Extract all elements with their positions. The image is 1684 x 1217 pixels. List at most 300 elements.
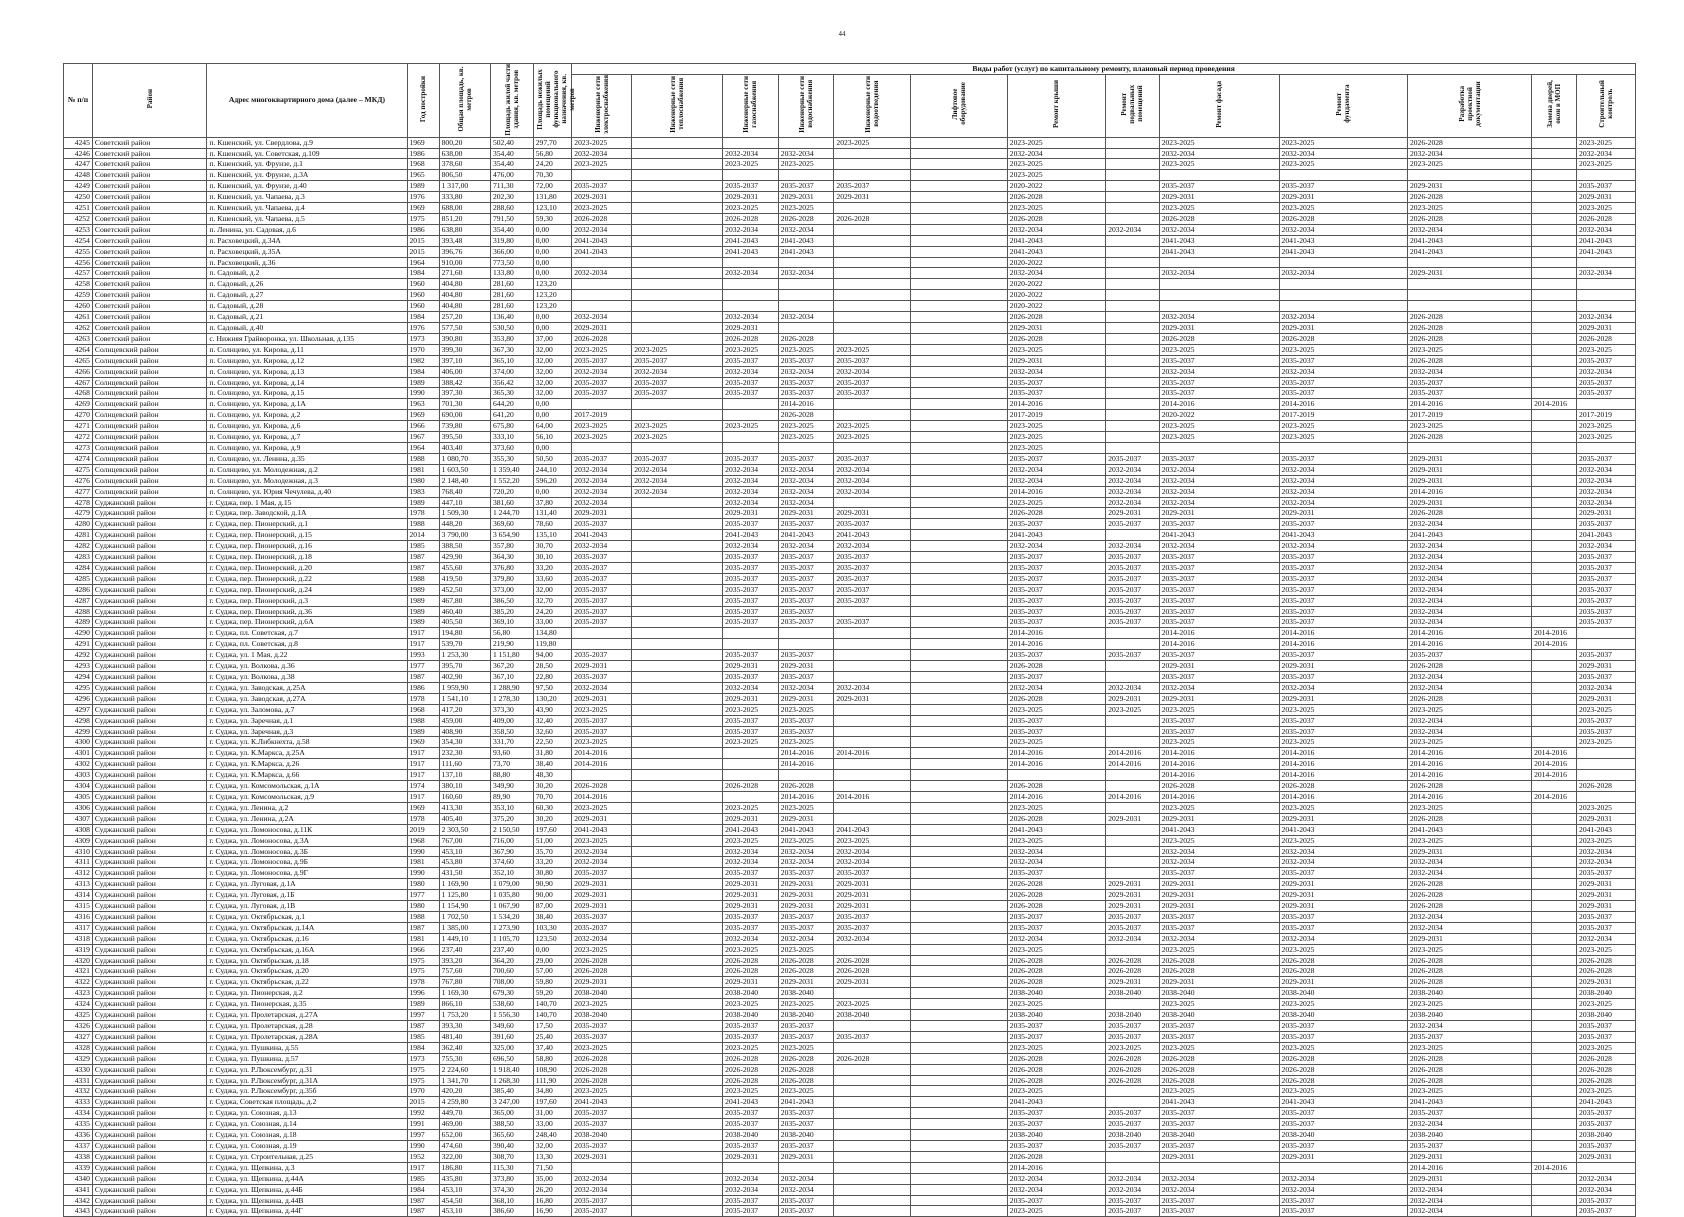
cell-doors-windows	[1532, 541, 1577, 552]
cell-roof: 2023-2025	[1007, 442, 1105, 453]
cell-facade: 2035-2037	[1159, 355, 1279, 366]
cell-nonliving-area: 32,70	[533, 595, 572, 606]
cell-construction-control: 2032-2034	[1577, 366, 1636, 377]
cell-foundation: 2038-2040	[1279, 1130, 1407, 1141]
cell-elevator	[911, 617, 1007, 628]
cell-foundation: 2035-2037	[1279, 715, 1407, 726]
cell-facade: 2035-2037	[1159, 562, 1279, 573]
cell-construction-control: 2026-2028	[1577, 333, 1636, 344]
cell-doors-windows	[1532, 1140, 1577, 1151]
cell-gas: 2029-2031	[723, 890, 779, 901]
cell-gas: 2035-2037	[723, 181, 779, 192]
cell-doors-windows	[1532, 584, 1577, 595]
table-row	[64, 562, 1636, 573]
table-row	[64, 1031, 1636, 1042]
cell-water: 2035-2037	[778, 1108, 834, 1119]
cell-address: г. Суджа, ул. Ломоносова, д.3Б	[207, 846, 407, 857]
cell-heating	[632, 442, 723, 453]
cell-electricity: 2017-2019	[572, 410, 632, 421]
cell-sewerage: 2029-2031	[834, 693, 911, 704]
cell-heating	[632, 290, 723, 301]
cell-heating	[632, 268, 723, 279]
cell-row-number: 4256	[64, 257, 93, 268]
header-col-address: Адрес многоквартирного дома (далее – МКД)	[207, 64, 407, 138]
cell-gas: 2038-2040	[723, 1010, 779, 1021]
cell-heating	[632, 170, 723, 181]
cell-basement	[1106, 442, 1160, 453]
header-col-electricity: Инженерные сети электроснабжения	[572, 74, 632, 137]
cell-total-area: 393,48	[439, 235, 490, 246]
cell-district: Суджанский район	[92, 988, 207, 999]
cell-roof: 2014-2016	[1007, 791, 1105, 802]
cell-nonliving-area: 17,50	[533, 1021, 572, 1032]
cell-project-docs: 2014-2016	[1407, 748, 1531, 759]
cell-gas: 2035-2037	[723, 650, 779, 661]
cell-electricity: 2035-2037	[572, 453, 632, 464]
cell-district: Суджанский район	[92, 857, 207, 868]
cell-roof: 2023-2025	[1007, 944, 1105, 955]
cell-nonliving-area: 43,90	[533, 704, 572, 715]
cell-year-built: 1990	[407, 868, 439, 879]
cell-total-area: 539,70	[439, 639, 490, 650]
cell-living-area: 219,90	[490, 639, 533, 650]
cell-living-area: 367,10	[490, 672, 533, 683]
cell-gas	[723, 748, 779, 759]
header-col-water: Инженерные сети водоснабжения	[778, 74, 834, 137]
cell-construction-control: 2035-2037	[1577, 1031, 1636, 1042]
cell-heating	[632, 323, 723, 334]
cell-facade: 2035-2037	[1159, 552, 1279, 563]
cell-elevator	[911, 628, 1007, 639]
cell-nonliving-area: 197,60	[533, 824, 572, 835]
cell-roof: 2023-2025	[1007, 497, 1105, 508]
cell-nonliving-area: 33,20	[533, 562, 572, 573]
cell-address: г. Суджа, ул. Союзная, д.19	[207, 1140, 407, 1151]
cell-nonliving-area: 90,90	[533, 879, 572, 890]
cell-water: 2026-2028	[778, 1075, 834, 1086]
cell-gas: 2026-2028	[723, 1053, 779, 1064]
cell-facade: 2032-2034	[1159, 541, 1279, 552]
cell-year-built: 1989	[407, 726, 439, 737]
cell-address: г. Суджа, ул. Заречная, д.1	[207, 715, 407, 726]
cell-living-area: 3 247,00	[490, 1097, 533, 1108]
cell-heating	[632, 159, 723, 170]
cell-project-docs: 2014-2016	[1407, 486, 1531, 497]
header-col-elevator: Лифтовое оборудование	[911, 74, 1007, 137]
cell-basement: 2038-2040	[1106, 988, 1160, 999]
cell-roof: 2023-2025	[1007, 421, 1105, 432]
cell-project-docs: 2032-2034	[1407, 573, 1531, 584]
cell-basement: 2035-2037	[1106, 650, 1160, 661]
cell-project-docs: 2026-2028	[1407, 1053, 1531, 1064]
cell-project-docs: 2026-2028	[1407, 1075, 1531, 1086]
cell-electricity: 2029-2031	[572, 813, 632, 824]
table-row	[64, 497, 1636, 508]
cell-living-area: 352,10	[490, 868, 533, 879]
cell-elevator	[911, 388, 1007, 399]
cell-electricity: 2023-2025	[572, 802, 632, 813]
table-row	[64, 552, 1636, 563]
cell-water: 2032-2034	[778, 1184, 834, 1195]
cell-total-area: 404,80	[439, 279, 490, 290]
cell-heating: 2023-2025	[632, 432, 723, 443]
cell-year-built: 1992	[407, 1108, 439, 1119]
cell-foundation: 2035-2037	[1279, 922, 1407, 933]
cell-electricity: 2032-2034	[572, 464, 632, 475]
cell-sewerage: 2032-2034	[834, 682, 911, 693]
cell-heating	[632, 791, 723, 802]
table-row	[64, 715, 1636, 726]
cell-construction-control: 2023-2025	[1577, 1086, 1636, 1097]
cell-gas: 2035-2037	[723, 453, 779, 464]
cell-foundation: 2041-2043	[1279, 1097, 1407, 1108]
cell-district: Солнцевский район	[92, 432, 207, 443]
cell-basement: 2035-2037	[1106, 1206, 1160, 1217]
cell-project-docs: 2029-2031	[1407, 464, 1531, 475]
cell-doors-windows	[1532, 137, 1577, 148]
cell-roof: 2026-2028	[1007, 966, 1105, 977]
cell-district: Суджанский район	[92, 999, 207, 1010]
cell-project-docs: 2026-2028	[1407, 661, 1531, 672]
cell-project-docs: 2032-2034	[1407, 672, 1531, 683]
cell-heating	[632, 552, 723, 563]
cell-heating	[632, 770, 723, 781]
cell-row-number: 4310	[64, 846, 93, 857]
cell-living-area: 720,20	[490, 486, 533, 497]
cell-living-area: 1 534,20	[490, 911, 533, 922]
cell-electricity	[572, 1162, 632, 1173]
cell-construction-control: 2035-2037	[1577, 388, 1636, 399]
table-row	[64, 573, 1636, 584]
cell-address: г. Суджа, ул. Ленина, д.2А	[207, 813, 407, 824]
cell-year-built: 1986	[407, 148, 439, 159]
cell-facade: 2041-2043	[1159, 530, 1279, 541]
cell-electricity: 2032-2034	[572, 1184, 632, 1195]
cell-district: Суджанский район	[92, 1064, 207, 1075]
cell-foundation: 2032-2034	[1279, 268, 1407, 279]
cell-facade: 2014-2016	[1159, 639, 1279, 650]
cell-address: г. Суджа, ул. Октябрьская, д.22	[207, 977, 407, 988]
cell-construction-control: 2032-2034	[1577, 486, 1636, 497]
cell-water: 2023-2025	[778, 1086, 834, 1097]
cell-project-docs: 2032-2034	[1407, 617, 1531, 628]
cell-nonliving-area: 0,00	[533, 312, 572, 323]
cell-project-docs: 2026-2028	[1407, 312, 1531, 323]
cell-facade: 2035-2037	[1159, 388, 1279, 399]
cell-doors-windows	[1532, 944, 1577, 955]
cell-elevator	[911, 584, 1007, 595]
table-row	[64, 606, 1636, 617]
cell-electricity: 2023-2025	[572, 944, 632, 955]
cell-doors-windows: 2014-2016	[1532, 639, 1577, 650]
cell-sewerage: 2029-2031	[834, 890, 911, 901]
cell-total-area: 1 169,90	[439, 879, 490, 890]
cell-water: 2023-2025	[778, 203, 834, 214]
cell-district: Суджанский район	[92, 1173, 207, 1184]
cell-gas: 2023-2025	[723, 203, 779, 214]
cell-facade: 2032-2034	[1159, 224, 1279, 235]
cell-nonliving-area: 123,20	[533, 301, 572, 312]
cell-elevator	[911, 922, 1007, 933]
cell-electricity: 2029-2031	[572, 192, 632, 203]
cell-living-area: 366,00	[490, 246, 533, 257]
cell-basement: 2038-2040	[1106, 1130, 1160, 1141]
cell-foundation: 2014-2016	[1279, 399, 1407, 410]
cell-basement: 2026-2028	[1106, 1064, 1160, 1075]
header-col-nonliving-area: Площадь нежилых помещений функционального назначения, кв. метров	[533, 64, 572, 138]
cell-construction-control: 2026-2028	[1577, 213, 1636, 224]
cell-nonliving-area: 297,70	[533, 137, 572, 148]
cell-facade: 2023-2025	[1159, 704, 1279, 715]
cell-nonliving-area: 59,80	[533, 977, 572, 988]
cell-doors-windows	[1532, 1173, 1577, 1184]
cell-doors-windows	[1532, 530, 1577, 541]
cell-living-area: 1 359,40	[490, 464, 533, 475]
cell-elevator	[911, 650, 1007, 661]
cell-heating: 2032-2034	[632, 486, 723, 497]
cell-roof: 2014-2016	[1007, 639, 1105, 650]
cell-construction-control: 2029-2031	[1577, 693, 1636, 704]
table-row	[64, 922, 1636, 933]
cell-total-area: 453,10	[439, 1184, 490, 1195]
cell-district: Суджанский район	[92, 759, 207, 770]
cell-foundation: 2023-2025	[1279, 344, 1407, 355]
table-row	[64, 955, 1636, 966]
cell-living-area: 354,40	[490, 159, 533, 170]
cell-total-area: 232,30	[439, 748, 490, 759]
cell-elevator	[911, 333, 1007, 344]
cell-gas: 2023-2025	[723, 737, 779, 748]
cell-roof: 2041-2043	[1007, 235, 1105, 246]
cell-heating	[632, 715, 723, 726]
cell-year-built: 1984	[407, 312, 439, 323]
cell-basement	[1106, 737, 1160, 748]
cell-address: г. Суджа, пер. Пионерский, д.16	[207, 541, 407, 552]
header-col-year: Год постройки	[407, 64, 439, 138]
cell-heating	[632, 1173, 723, 1184]
cell-nonliving-area: 0,00	[533, 486, 572, 497]
cell-foundation: 2023-2025	[1279, 704, 1407, 715]
cell-heating	[632, 1042, 723, 1053]
cell-heating	[632, 628, 723, 639]
header-col-project-docs: Разработка проектной документации	[1407, 74, 1531, 137]
cell-foundation: 2035-2037	[1279, 672, 1407, 683]
cell-district: Суджанский район	[92, 824, 207, 835]
cell-nonliving-area: 64,00	[533, 421, 572, 432]
cell-living-area: 281,60	[490, 290, 533, 301]
cell-doors-windows	[1532, 999, 1577, 1010]
cell-district: Суджанский район	[92, 966, 207, 977]
cell-year-built: 1968	[407, 159, 439, 170]
cell-foundation: 2029-2031	[1279, 693, 1407, 704]
cell-district: Советский район	[92, 323, 207, 334]
cell-year-built: 1990	[407, 1140, 439, 1151]
cell-doors-windows	[1532, 257, 1577, 268]
cell-facade: 2023-2025	[1159, 999, 1279, 1010]
cell-total-area: 408,90	[439, 726, 490, 737]
cell-basement: 2023-2025	[1106, 704, 1160, 715]
cell-basement	[1106, 421, 1160, 432]
cell-total-area: 378,60	[439, 159, 490, 170]
cell-foundation: 2032-2034	[1279, 682, 1407, 693]
cell-address: г. Суджа, ул. Комсомольская, д.9	[207, 791, 407, 802]
cell-roof: 2029-2031	[1007, 355, 1105, 366]
cell-sewerage	[834, 1206, 911, 1217]
cell-sewerage: 2035-2037	[834, 1031, 911, 1042]
cell-water: 2023-2025	[778, 432, 834, 443]
cell-year-built: 1976	[407, 192, 439, 203]
cell-address: г. Суджа, пер. Пионерский, д.1	[207, 519, 407, 530]
cell-basement: 2014-2016	[1106, 759, 1160, 770]
cell-nonliving-area: 248,40	[533, 1130, 572, 1141]
cell-foundation: 2014-2016	[1279, 748, 1407, 759]
cell-basement: 2032-2034	[1106, 497, 1160, 508]
cell-address: п. Садовый, д.26	[207, 279, 407, 290]
cell-address: г. Суджа, ул. Ломоносова, д.9Б	[207, 857, 407, 868]
cell-district: Советский район	[92, 279, 207, 290]
cell-roof: 2035-2037	[1007, 922, 1105, 933]
cell-electricity: 2035-2037	[572, 911, 632, 922]
cell-living-area: 365,10	[490, 355, 533, 366]
cell-living-area: 1 244,70	[490, 508, 533, 519]
cell-row-number: 4261	[64, 312, 93, 323]
cell-living-area: 349,60	[490, 1021, 533, 1032]
table-row	[64, 901, 1636, 912]
cell-living-area: 355,30	[490, 453, 533, 464]
cell-year-built: 1974	[407, 781, 439, 792]
cell-sewerage: 2035-2037	[834, 355, 911, 366]
cell-living-area: 1 556,30	[490, 1010, 533, 1021]
cell-water: 2023-2025	[778, 704, 834, 715]
cell-gas: 2035-2037	[723, 1031, 779, 1042]
cell-roof: 2035-2037	[1007, 552, 1105, 563]
cell-year-built: 1970	[407, 1086, 439, 1097]
cell-district: Суджанский район	[92, 541, 207, 552]
cell-doors-windows	[1532, 573, 1577, 584]
cell-sewerage	[834, 1042, 911, 1053]
cell-doors-windows	[1532, 268, 1577, 279]
cell-construction-control: 2029-2031	[1577, 901, 1636, 912]
table-row	[64, 1119, 1636, 1130]
cell-sewerage	[834, 1119, 911, 1130]
cell-address: г. Суджа, ул. Р.Люксембург, д.35б	[207, 1086, 407, 1097]
table-row	[64, 661, 1636, 672]
table-row	[64, 813, 1636, 824]
cell-living-area: 73,70	[490, 759, 533, 770]
cell-project-docs: 2026-2028	[1407, 890, 1531, 901]
cell-elevator	[911, 1042, 1007, 1053]
cell-elevator	[911, 857, 1007, 868]
cell-elevator	[911, 170, 1007, 181]
cell-project-docs: 2023-2025	[1407, 737, 1531, 748]
cell-electricity: 2026-2028	[572, 1064, 632, 1075]
cell-water: 2026-2028	[778, 1064, 834, 1075]
cell-water: 2032-2034	[778, 857, 834, 868]
cell-electricity: 2029-2031	[572, 1151, 632, 1162]
cell-row-number: 4334	[64, 1108, 93, 1119]
cell-facade: 2026-2028	[1159, 333, 1279, 344]
cell-roof: 2035-2037	[1007, 1031, 1105, 1042]
cell-year-built: 1975	[407, 955, 439, 966]
cell-project-docs	[1407, 257, 1531, 268]
cell-district: Суджанский район	[92, 781, 207, 792]
cell-water: 2038-2040	[778, 1130, 834, 1141]
cell-facade: 2023-2025	[1159, 432, 1279, 443]
cell-total-area: 453,10	[439, 1206, 490, 1217]
cell-project-docs: 2029-2031	[1407, 846, 1531, 857]
table-row	[64, 791, 1636, 802]
cell-row-number: 4307	[64, 813, 93, 824]
cell-roof: 2026-2028	[1007, 333, 1105, 344]
cell-year-built: 1986	[407, 682, 439, 693]
cell-foundation: 2041-2043	[1279, 824, 1407, 835]
cell-total-area: 399,30	[439, 344, 490, 355]
cell-row-number: 4323	[64, 988, 93, 999]
cell-doors-windows	[1532, 1042, 1577, 1053]
cell-nonliving-area: 0,00	[533, 246, 572, 257]
cell-electricity: 2035-2037	[572, 922, 632, 933]
cell-doors-windows	[1532, 1195, 1577, 1206]
cell-basement: 2035-2037	[1106, 911, 1160, 922]
cell-project-docs: 2014-2016	[1407, 770, 1531, 781]
cell-elevator	[911, 257, 1007, 268]
cell-row-number: 4321	[64, 966, 93, 977]
cell-district: Суджанский район	[92, 737, 207, 748]
cell-heating: 2023-2025	[632, 421, 723, 432]
cell-sewerage: 2035-2037	[834, 617, 911, 628]
cell-address: г. Суджа, ул. Пролетарская, д.27А	[207, 1010, 407, 1021]
cell-district: Советский район	[92, 181, 207, 192]
cell-foundation: 2014-2016	[1279, 628, 1407, 639]
cell-heating	[632, 137, 723, 148]
cell-year-built: 1978	[407, 813, 439, 824]
cell-project-docs: 2014-2016	[1407, 628, 1531, 639]
cell-project-docs: 2023-2025	[1407, 999, 1531, 1010]
cell-doors-windows	[1532, 682, 1577, 693]
cell-basement	[1106, 333, 1160, 344]
cell-electricity: 2029-2031	[572, 323, 632, 334]
cell-facade: 2029-2031	[1159, 977, 1279, 988]
cell-gas: 2038-2040	[723, 988, 779, 999]
cell-elevator	[911, 1140, 1007, 1151]
cell-facade: 2026-2028	[1159, 781, 1279, 792]
cell-foundation: 2026-2028	[1279, 333, 1407, 344]
cell-construction-control: 2041-2043	[1577, 1097, 1636, 1108]
cell-total-area: 403,40	[439, 442, 490, 453]
cell-row-number: 4258	[64, 279, 93, 290]
cell-year-built: 1977	[407, 661, 439, 672]
table-row	[64, 410, 1636, 421]
cell-project-docs: 2032-2034	[1407, 1206, 1531, 1217]
cell-district: Суджанский район	[92, 1021, 207, 1032]
cell-electricity: 2026-2028	[572, 955, 632, 966]
cell-sewerage: 2029-2031	[834, 901, 911, 912]
cell-row-number: 4263	[64, 333, 93, 344]
cell-gas	[723, 290, 779, 301]
cell-basement	[1106, 802, 1160, 813]
cell-year-built: 1960	[407, 279, 439, 290]
cell-roof: 2026-2028	[1007, 977, 1105, 988]
cell-electricity: 2035-2037	[572, 595, 632, 606]
cell-doors-windows	[1532, 868, 1577, 879]
cell-water: 2035-2037	[778, 519, 834, 530]
table-row	[64, 966, 1636, 977]
cell-elevator	[911, 661, 1007, 672]
cell-row-number: 4328	[64, 1042, 93, 1053]
cell-year-built: 1917	[407, 770, 439, 781]
cell-facade: 2035-2037	[1159, 617, 1279, 628]
cell-gas: 2035-2037	[723, 868, 779, 879]
